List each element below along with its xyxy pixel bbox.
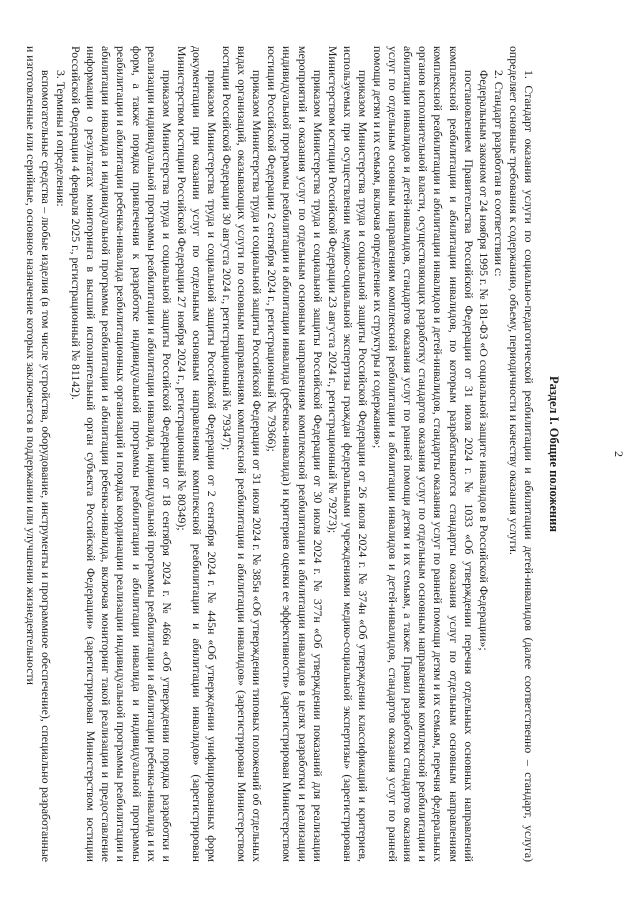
paragraph-government-resolution: постановлением Правительства Российской Федерации от 31 июля 2024 г. № 1033 «Об утверждении перечня отдельных основных направлений комплексной реабилитации и абилитации инвалидов, по которым разрабатываются стандарты оказания услуг по отдельным основным направлениям комплексной реабилитации и абилитации инвалидов и детей-инвалидов, стандарты оказания услуг по ранней помощи детям и их семьям, перечня федеральных органов исполнительной власти, осуществляющих разработку стандартов оказания услуг по отдельным основным направлениям комплексной реабилитации и абилитации инвалидов и детей-инвалидов, стандартов оказания услуг по ранней помощи детям и их семьям, а также Правил разработки стандартов оказания услуг по отдельным основным направлениям комплексной реабилитации и абилитации инвалидов и детей-инвалидов, стандартов оказания услуг по ранней помощи детям и их семьям, включая определение их структуры и содержания»; (371, 46, 476, 862)
paragraph-developed-per: 2. Стандарт разработан в соответствии с: (491, 70, 506, 277)
paragraph-order-445n: приказом Министерства труда и социальной защиты Российской Федерации от 2 сентября 2024 г. № 445н «Об утверждении унифицированных форм документации при оказании услуг по отдельным основным направлениям комплексной реабилитации и абилитации инвалидов» (зарегистрирован Министерством юстиции Российской Федерации 27 ноября 2024 г., регистрационный № 80349); (174, 46, 220, 862)
paragraph-terms-heading: 3. Термины и определения: (54, 70, 69, 207)
paragraph-assistive-means: вспомогательные средства – любые изделия (в том числе устройства, оборудование, инструменты и программное обеспечение), специально разработанные и изготовленные или серийные, основное назначение которых заключается в поддержании или улучшении жизнедеятельности (23, 46, 53, 862)
paragraph-order-385n: приказом Министерства труда и социальной защиты Российской Федерации от 31 июля 2024 г. № 385н «Об утверждении типовых положений об отдельных видах организаций, оказывающих услуги по основным направлениям комплексной реабилитации и абилитации инвалидов» (зарегистрирован Министерством юстиции Российской Федерации 30 августа 2024 г., регистрационный № 79347); (220, 46, 265, 862)
paragraph-standard-definition: 1. Стандарт оказания услуги по социально-педагогической реабилитации и абилитации детей-инвалидов (далее соответственно – стандарт, услуга) определяет основные требования к содержанию, объему, периодичности и качеству оказания услуги. (506, 46, 536, 862)
paragraph-order-466n: приказом Министерства труда и социальной защиты Российской Федерации от 18 сентября 2024 г. № 466н «Об утверждении порядка разработки и реализации индивидуальной программы реабилитации и абилитации инвалида, индивидуальной программы реабилитации и абилитации ребенка-инвалида и их форм, а также порядка привлечения к разработке индивидуальной программы реабилитации и абилитации инвалида и индивидуальной программы реабилитации и абилитации ребенка-инвалида реабилитационных организаций и порядка координации реализации индивидуальной программы реабилитации и абилитации инвалида и индивидуальной программы реабилитации и абилитации ребенка-инвалида, включая мониторинг такой реализации и предоставление информации о результатах мониторинга в высший исполнительный орган субъекта Российской Федерации» (зарегистрирован Министерством юстиции Российской Федерации 4 февраля 2025 г., регистрационный № 81142). (69, 46, 174, 862)
page-number: 2 (612, 451, 626, 457)
document-body (23, 46, 536, 862)
paragraph-federal-law: Федеральным законом от 24 ноября 1995 г. № 181-ФЗ «О социальной защите инвалидов в Российской Федерации»; (476, 70, 491, 651)
paragraph-order-377n: приказом Министерства труда и социальной защиты Российской Федерации от 30 июля 2024 г. № 377н «Об утверждении показаний для реализации мероприятий и оказания услуг по отдельным основным направлениям комплексной реабилитации и абилитации инвалидов в целях разработки и реализации индивидуальной программы реабилитации и абилитации инвалида (ребенка-инвалида) и критериев оценки ее эффективности» (зарегистрирован Министерством юстиции Российской Федерации 2 сентября 2024 г., регистрационный № 79366); (265, 46, 325, 862)
section-title: Раздел I. Общие положения (547, 375, 561, 533)
paragraph-order-374n: приказом Министерства труда и социальной защиты Российской Федерации от 26 июля 2024 г. № 374н «Об утверждении классификаций и критериев, используемых при осуществлении медико-социальной экспертизы граждан федеральными учреждениями медико-социальной экспертизы» (зарегистрирован Министерством юстиции Российской Федерации 23 августа 2024 г., регистрационный № 79273); (325, 46, 370, 862)
